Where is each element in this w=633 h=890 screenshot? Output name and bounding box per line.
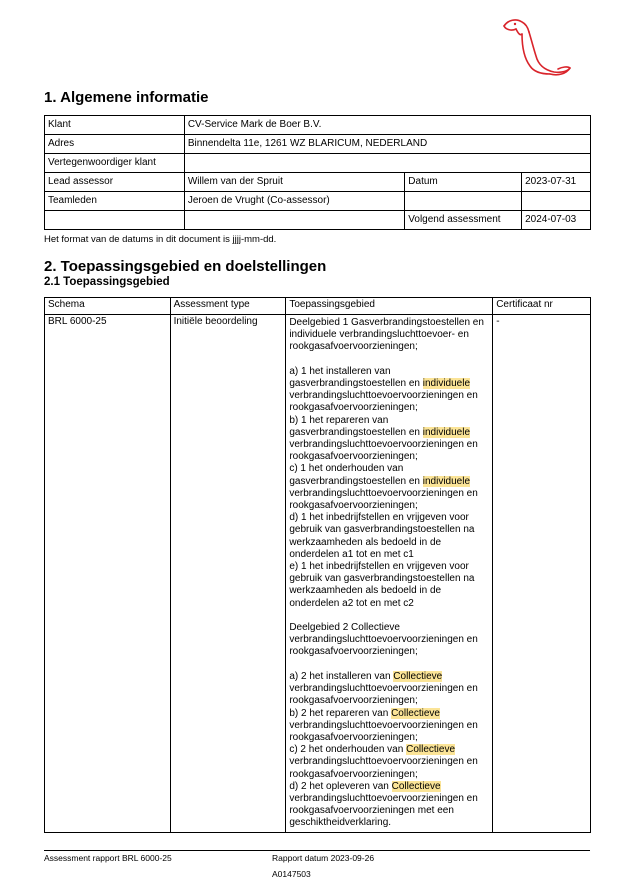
table-row xyxy=(45,192,591,211)
row-extra-label xyxy=(405,192,522,211)
scope-item-text: verbrandingsluchttoevoervoorzieningen en rookgasafvoervoorzieningen; xyxy=(289,719,478,743)
scope-item-text: c) 1 het onderhouden van gasverbrandingstoestellen en xyxy=(289,463,423,487)
footer-report-id: A0147503 xyxy=(272,869,311,879)
scope-item-text: verbrandingsluchttoevoervoorzieningen en rookgasafvoervoorzieningen met een geschiktheidverklaring. xyxy=(289,792,478,829)
table-row xyxy=(45,135,591,154)
scope-item-text: d) 2 het opleveren van xyxy=(289,780,392,792)
header-schema: Schema xyxy=(45,298,171,315)
row-extra-value xyxy=(522,192,591,211)
row-extra-label: Datum xyxy=(405,173,522,192)
scope-list-item xyxy=(289,366,489,415)
row-label: Teamleden xyxy=(45,192,185,211)
scope-table xyxy=(44,297,591,833)
row-extra-value: 2023-07-31 xyxy=(522,173,591,192)
scope-gebied2-list xyxy=(289,671,489,830)
scope-item-text: b) 2 het repareren van xyxy=(289,707,392,719)
row-label: Klant xyxy=(45,116,185,135)
cell-scope xyxy=(286,315,493,833)
scope-item-highlight: individuele xyxy=(422,426,471,438)
row-value: Jeroen de Vrught (Co-assessor) xyxy=(184,192,404,211)
scope-item-text: verbrandingsluchttoevoervoorzieningen en rookgasafvoervoorzieningen; xyxy=(289,683,478,707)
scope-list-item xyxy=(289,671,489,708)
scope-item-text: c) 2 het onderhouden van xyxy=(289,744,407,756)
footer-report-name: Assessment rapport BRL 6000-25 xyxy=(44,853,172,863)
header-certificaat: Certificaat nr xyxy=(493,298,591,315)
scope-list-item xyxy=(289,781,489,830)
date-format-note: Het format van de datums in dit document is jjjj-mm-dd. xyxy=(44,234,277,245)
row-value: Binnendelta 11e, 1261 WZ BLARICUM, NEDERLAND xyxy=(184,135,590,154)
header-toepassingsgebied: Toepassingsgebied xyxy=(286,298,493,315)
table-row xyxy=(45,211,591,230)
table-row xyxy=(45,315,591,833)
cell-certificaat: - xyxy=(493,315,591,833)
section2-subtitle: 2.1 Toepassingsgebied xyxy=(44,276,170,288)
scope-item-highlight: individuele xyxy=(422,378,471,390)
scope-item-text: e) 1 het inbedrijfstellen en vrijgeven voor gebruik van gasverbrandingstoestellen na werkzaamheden als bedoeld in de onderdelen a2 tot en met c2 xyxy=(289,561,475,609)
scope-item-highlight: Collectieve xyxy=(406,744,456,756)
section2-title: 2. Toepassingsgebied en doelstellingen xyxy=(44,258,327,275)
header-assessment-type: Assessment type xyxy=(170,298,286,315)
cell-assessment-type: Initiële beoordeling xyxy=(170,315,286,833)
scope-item-text: b) 1 het repareren van gasverbrandingstoestellen en xyxy=(289,414,423,438)
scope-list-item xyxy=(289,415,489,464)
scope-list-item xyxy=(289,744,489,781)
footer-divider xyxy=(44,850,590,851)
scope-item-highlight: Collectieve xyxy=(391,780,441,792)
scope-item-text: d) 1 het inbedrijfstellen en vrijgeven voor gebruik van gasverbrandingstoestellen na werkzaamheden als bedoeld in de onderdelen a1 tot en met c1 xyxy=(289,512,475,560)
scope-item-text: a) 2 het installeren van xyxy=(289,670,394,682)
section1-title: 1. Algemene informatie xyxy=(44,89,209,106)
footer-report-date: Rapport datum 2023-09-26 xyxy=(272,853,375,863)
scope-item-highlight: Collectieve xyxy=(391,707,440,719)
row-value: CV-Service Mark de Boer B.V. xyxy=(184,116,590,135)
scope-item-highlight: Collectieve xyxy=(393,670,443,682)
scope-item-text: verbrandingsluchttoevoervoorzieningen en rookgasafvoervoorzieningen; xyxy=(289,439,478,463)
row-label: Lead assessor xyxy=(45,173,185,192)
scope-gebied2-intro: Deelgebied 2 Collectieve verbrandingsluchttoevoervoorzieningen en rookgasafvoervoorzieningen; xyxy=(289,622,478,658)
row-value xyxy=(184,211,404,230)
scope-item-text: verbrandingsluchttoevoervoorzieningen en rookgasafvoervoorzieningen; xyxy=(289,487,478,512)
table-row xyxy=(45,173,591,192)
row-extra-value: 2024-07-03 xyxy=(522,211,591,230)
row-label xyxy=(45,211,185,230)
scope-list-item xyxy=(289,463,489,512)
scope-list-item xyxy=(289,708,489,745)
scope-item-text: verbrandingsluchttoevoervoorzieningen en rookgasafvoervoorzieningen; xyxy=(289,390,478,414)
row-value xyxy=(184,154,590,173)
row-label: Vertegenwoordiger klant xyxy=(45,154,185,173)
scope-list-item xyxy=(289,561,489,610)
scope-item-text: a) 1 het installeren van gasverbrandingstoestellen en xyxy=(289,365,423,390)
beaver-logo-icon xyxy=(498,14,574,78)
scope-gebied1-list xyxy=(289,366,489,610)
cell-schema: BRL 6000-25 xyxy=(45,315,171,833)
general-info-table xyxy=(44,115,591,230)
table-row xyxy=(45,154,591,173)
row-value: Willem van der Spruit xyxy=(184,173,404,192)
scope-list-item xyxy=(289,512,489,561)
scope-item-text: verbrandingsluchttoevoervoorzieningen en rookgasafvoervoorzieningen; xyxy=(289,756,478,780)
scope-gebied1-intro: Deelgebied 1 Gasverbrandingstoestellen en individuele verbrandingsluchttoevoer- en rookgasafvoervoorzieningen; xyxy=(289,317,484,353)
row-extra-label: Volgend assessment xyxy=(405,211,522,230)
scope-item-highlight: individuele xyxy=(422,475,471,487)
table-row xyxy=(45,116,591,135)
table-header-row xyxy=(45,298,591,315)
row-label: Adres xyxy=(45,135,185,154)
